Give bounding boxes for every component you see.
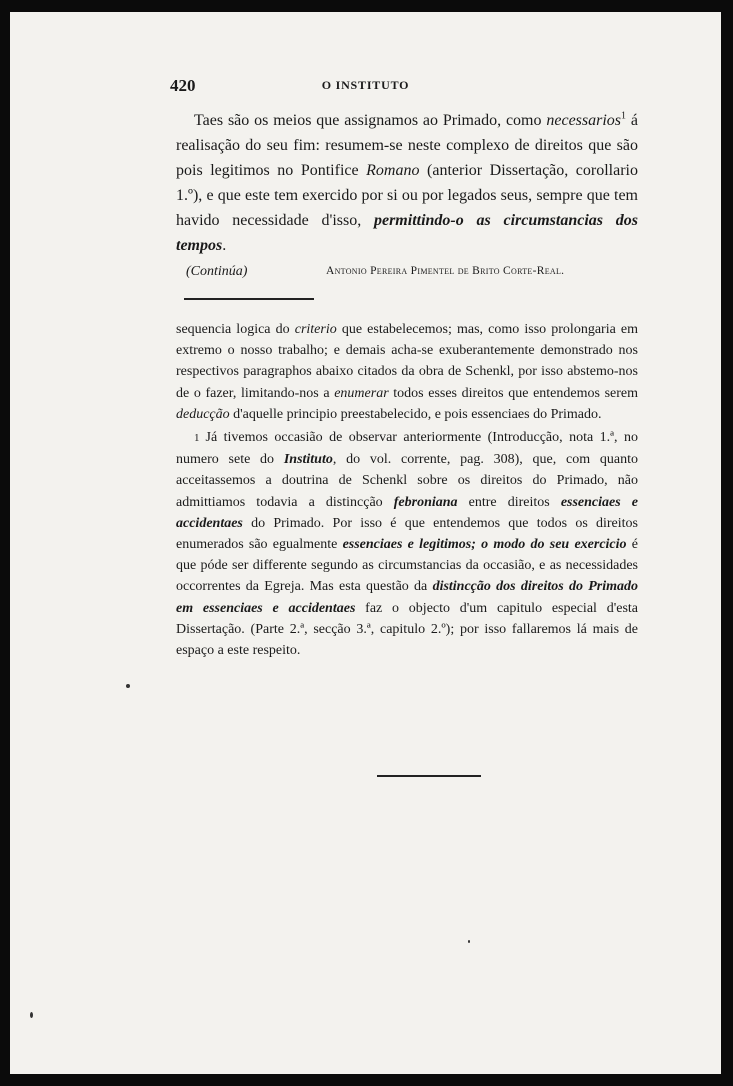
footnote-divider bbox=[184, 298, 314, 300]
continua-note: (Continúa) bbox=[186, 264, 248, 279]
footnotes bbox=[176, 319, 638, 661]
italic-essenciaes-legitimos: essenciaes e legitimos; o modo do seu exercicio bbox=[342, 537, 627, 553]
footnote-marker: 1 bbox=[194, 432, 200, 445]
footnote-continuation: sequencia logica do criterio que estabelecemos; mas, como isso prolongaria em extremo o nosso trabalho; e demais acha-se exuberantemente demonstrado nos respectivos paragraphos abaixo citados da obra de Schenkl, por isso abstemo-nos de o fazer, limitando-nos a enumerar todos esses direitos que entendemos serem deducção d'aquelle principio preestabelecido, e pois essenciaes do Primado. bbox=[176, 322, 639, 422]
italic-essenciaes-accidentaes: essenciaes e accidentaes bbox=[176, 494, 638, 531]
ink-speck bbox=[468, 940, 470, 943]
running-header bbox=[10, 76, 721, 100]
journal-title: O INSTITUTO bbox=[321, 78, 410, 92]
italic-romano: Romano bbox=[366, 162, 420, 179]
italic-necessarios: necessarios bbox=[546, 112, 622, 129]
book-page bbox=[10, 12, 721, 1074]
signature-line bbox=[186, 262, 636, 284]
ink-speck bbox=[126, 684, 130, 688]
italic-enumerar: enumerar bbox=[334, 385, 389, 401]
italic-distinccao: distincção dos direitos do Primado em essenciaes e accidentaes bbox=[176, 579, 639, 616]
end-divider bbox=[377, 775, 481, 777]
italic-criterio: criterio bbox=[294, 322, 337, 337]
page-number: 420 bbox=[170, 76, 196, 95]
italic-febroniana: febroniana bbox=[393, 494, 458, 510]
footnote-1: 1 Já tivemos occasião de observar anteriormente (Introducção, nota 1.ª, no numero sete do Instituto, do vol. corrente, pag. 308), que, com quanto acceitassemos a doutrina de Schenkl sobre os direitos do Primado, não admittiamos todavia a distincção febroniana entre direitos essenciaes e accidentaes do Primado. Por isso é que entendemos que todos os direitos enumerados são egualmente essenciaes e legitimos; o modo do seu exercicio é que póde ser differente segundo as circumstancias da occasião, e as necessidades occorrentes da Egreja. Mas esta questão da distincção dos direitos do Primado em essenciaes e accidentaes faz o objecto d'um capitulo especial d'esta Dissertação. (Parte 2.ª, secção 3.ª, capitulo 2.º); por isso fallaremos lá mais de espaço a este respeito. bbox=[176, 430, 639, 659]
italic-permittindo: permittindo-o as circumstancias dos tempos bbox=[176, 212, 639, 254]
body-text: Taes são os meios que assignamos ao Primado, como necessarios$^1$ á realisação do seu fim: resumem-se neste complexo de direitos que são pois legitimos no Pontifice Romano (anterior Dissertação, corollario 1.º), e que este tem exercido por si ou por legados seus, sempre que tem havido necessidade d'isso, permittindo-o as circumstancias dos tempos. bbox=[176, 110, 639, 254]
author-signature: Antonio Pereira Pimentel de Brito Corte-Real. bbox=[326, 265, 565, 277]
ink-speck bbox=[30, 1012, 33, 1018]
italic-deduccao: deducção bbox=[176, 406, 230, 422]
footnote-reference: 1 bbox=[621, 110, 627, 122]
italic-instituto: Instituto bbox=[283, 452, 333, 468]
main-paragraph bbox=[176, 108, 638, 258]
